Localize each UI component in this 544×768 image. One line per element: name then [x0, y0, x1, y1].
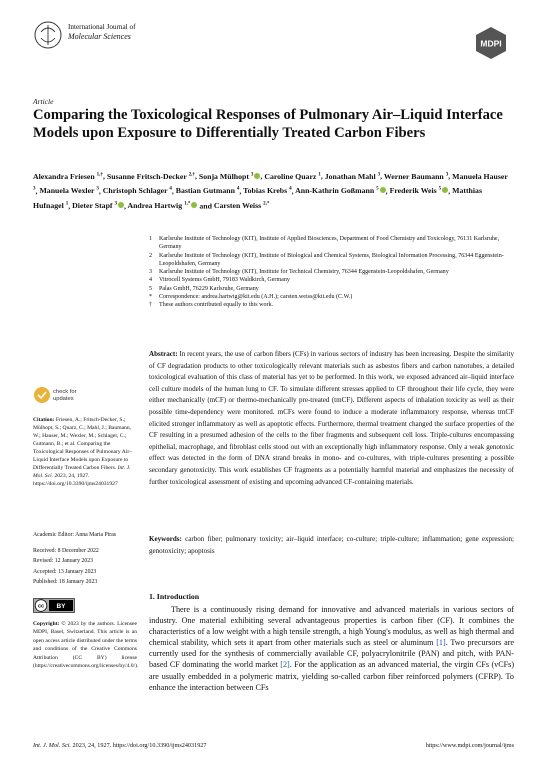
- author-name: Susanne Fritsch-Decker $^{2,\dagger}$: [106, 171, 195, 181]
- author-affiliation-sup: 3: [114, 200, 117, 207]
- introduction-text: [149, 604, 514, 693]
- keywords-label: Keywords:: [149, 535, 182, 543]
- keywords-text: carbon fiber; pulmonary toxicity; air–liquid interface; co-culture; triple-culture; inflammation; gene expression; genotoxicity; apoptosis: [149, 535, 515, 555]
- author-affiliation-sup: 1: [318, 171, 321, 177]
- affiliation-item: [149, 268, 514, 276]
- affiliation-number: †: [149, 302, 153, 309]
- journal-logo: [33, 20, 63, 50]
- revised-date: Revised: 12 January 2023: [33, 558, 94, 565]
- abstract-label: Abstract:: [149, 350, 178, 358]
- svg-text:cc: cc: [37, 603, 45, 610]
- affiliation-text: Karlsruhe Institute of Technology (KIT), Institute of Biological and Chemical Systems, Biological Information Processing, 76344 Eggenstein-Leopoldshafen, Germany: [159, 252, 504, 267]
- author-name: Werner Baumann $^3$: [383, 171, 449, 181]
- academic-editor: Academic Editor: Anna Maria Piras: [33, 532, 117, 538]
- author-affiliation-sup: 4: [236, 185, 240, 192]
- affiliation-item: [149, 293, 514, 301]
- author-affiliation-sup: 4: [169, 185, 172, 192]
- author-affiliation-sup: 1,*: [184, 200, 191, 207]
- author-affiliation-sup: 3: [445, 171, 449, 177]
- abstract-text: In recent years, the use of carbon fibers (CFs) in various sectors of industry has been increasing. Despite the similarity of CF degradation products to other toxicologically relevant materials such as asbestos fibers and carbon nanotubes, a detailed toxicological evaluation of this class of material has yet to be performed. In this work, we exposed advanced air–liquid interface cell culture models of the human lung to CF. To simulate different stresses applied to CF throughout their life cycle, they were either mechanically (mCF) or thermo-mechanically pre-treated (tmCF). Different aspects of inhalation toxicity as well as their possible time-dependency were monitored. mCFs were found to induce a moderate inflammatory response, whereas tmCF elicited stronger inflammatory as well as apoptotic effects. Furthermore, thermal treatment changed the surface properties of the CF resulting in a presumed adhesion of the cells to the fiber fragments and subsequent cell loss. Triple-cultures encompassing epithelial, macrophage, and fibroblast cells stood out with an exceptionally high inflammatory response. Only a weak genotoxic effect was detected in the form of DNA strand breaks in mono- and co-cultures, with triple-cultures presenting a possible secondary genotoxicity. This work establishes CF fragments as a potentially harmful material and emphasizes the necessity of further toxicological assessment of existing and upcoming advanced CF-containing materials.: [149, 350, 514, 486]
- journal-line-2: Molecular Sciences: [68, 32, 131, 41]
- intro-text-3: . For the application as an advanced material, the virgin CFs (vCFs) are usually embedded in a polymeric matrix, yielding so-called carbon fiber reinforced polymers (CFRP). To enhance the interaction between CFs: [149, 660, 515, 692]
- reference-link-2[interactable]: [2]: [280, 660, 290, 670]
- author-name: Sonja Mülhopt $^3$: [199, 172, 261, 181]
- published-date: Published: 18 January 2023: [33, 578, 98, 585]
- author-name: Alexandra Friesen $^{1,\dagger}$: [33, 171, 103, 181]
- footer-citation: [33, 742, 207, 749]
- affiliation-number: 4: [149, 277, 153, 284]
- affiliation-text: Vitrocell Systems GmbH, 79183 Waldkirch, Germany: [159, 277, 290, 284]
- author-name: Manuela Wexler $^3$: [39, 185, 99, 196]
- affiliation-number: 2: [149, 252, 153, 259]
- svg-text:BY: BY: [56, 603, 66, 610]
- affiliation-text: These authors contributed equally to this work.: [159, 302, 274, 309]
- citation-year: 2023, 24, 1927.: [54, 473, 90, 480]
- page-footer: [33, 742, 514, 749]
- orcid-icon[interactable]: [380, 187, 386, 193]
- affiliation-text: Correspondence: andrea.hartwig@kit.edu (A.H.); carsten.weiss@kit.edu (C.W.): [159, 294, 353, 301]
- affiliation-number: *: [149, 294, 153, 301]
- affiliation-item: [149, 285, 514, 293]
- author-name: Carsten Weiss $^{2,*}$: [213, 200, 270, 211]
- accepted-date: Accepted: 13 January 2023: [33, 568, 97, 575]
- footer-citation-rest: 2023, 24, 1927. https://doi.org/10.3390/ijms24031927: [72, 742, 207, 749]
- keywords: [149, 534, 514, 557]
- author-name: Tobias Krebs $^4$: [243, 185, 292, 196]
- article-dates: [33, 530, 137, 587]
- author-name: Manuela Hauser $^3$: [33, 171, 508, 192]
- section-heading: 1. Introduction: [149, 592, 200, 601]
- orcid-icon[interactable]: [254, 173, 260, 179]
- orcid-icon[interactable]: [118, 202, 124, 208]
- check-for-updates-badge[interactable]: [33, 381, 93, 409]
- author-name: Christoph Schlager $^4$: [102, 185, 172, 196]
- cc-by-license-icon[interactable]: [33, 598, 75, 613]
- journal-title: [68, 23, 135, 41]
- citation-journal: Int. J. Mol. Sci.: [33, 465, 131, 480]
- citation-text: Friesen, A.; Fritsch-Decker, S.; Mülhopt, S.; Quarz, C.; Mahl, J.; Baumann, W.; Hauser, M.; Wexler, M.; Schlager, C.; Gutmann, B.; et al. Comparing the Toxicological Responses of Pulmonary Air–Liquid Interface Models upon Exposure to Differentially Treated Carbon Fibers.: [33, 417, 133, 472]
- author-affiliation-sup: 3: [377, 171, 381, 177]
- author-affiliation-sup: 3: [96, 185, 99, 192]
- intro-text-1: There is a continuously rising demand for innovative and advanced materials in various sectors of industry. One material exhibiting several advantageous properties is carbon fiber (CF). It combines the characteristics of a low weight with a high tensile strength, a high Young's modulus, as well as high thermal and chemical stability, which sets it apart from other materials such as steel or aluminum: [149, 605, 514, 648]
- mdpi-logo: [473, 25, 509, 61]
- author-affiliation-sup: 1: [65, 200, 69, 207]
- citation-label: Citation:: [33, 417, 55, 423]
- author-list: Alexandra Friesen $^{1,\dagger}$, Susanne Fritsch-Decker $^{2,\dagger}$, Sonja Mülhopt $^3$ , Caroline Quarz $^1$, Jonathan Mahl $^3$, Werner Baumann $^3$, Manuela Hauser $^3$, Manuela Wexler $^3$, Christoph Schlager $^4$, Bastian Gutmann $^4$, Tobias Krebs $^4$, Ann-Kathrin Goßmann $^5$ , Frederik Weis $^5$ , Matthias Hufnagel $^1$, Dieter Stapf $^3$ , Andrea Hartwig $^{1,*}$ and Carsten Weiss $^{2,*}$: [33, 171, 508, 211]
- author-affiliation-sup: 2,*: [263, 200, 270, 207]
- reference-link-1[interactable]: [1]: [436, 638, 446, 648]
- journal-line-1: International Journal of: [68, 23, 136, 31]
- abstract: [149, 349, 514, 488]
- affiliation-item: [149, 252, 514, 269]
- article-type: Article: [33, 97, 54, 106]
- footer-journal: Int. J. Mol. Sci.: [33, 742, 71, 749]
- author-name: Ann-Kathrin Goßmann $^5$: [295, 186, 386, 195]
- affiliation-item: [149, 301, 514, 309]
- affiliation-number: 1: [149, 236, 153, 242]
- intro-text-2: . Two precursors are currently used for the synthesis of commercially available CF, polyacrylonitrile (PAN) and pitch, with PAN-based CF dominating the world market: [149, 638, 515, 670]
- copyright-text: © 2023 by the authors. Licensee MDPI, Basel, Switzerland. This article is an open access article distributed under the terms and conditions of the Creative Commons Attribution (CC BY) license (https://creativecommons.org/licenses/by/4.0/).: [33, 621, 139, 670]
- received-date: Received: 8 December 2022: [33, 548, 99, 555]
- svg-text:updates: updates: [53, 396, 74, 402]
- affiliation-item: [149, 276, 514, 284]
- author-affiliation-sup: 5: [438, 185, 442, 192]
- affiliation-text: Karlsruhe Institute of Technology (KIT), Institute for Technical Chemistry, 76344 Eggenstein-Leopoldshafen, Germany: [159, 269, 449, 276]
- author-name: Matthias Hufnagel $^1$: [33, 186, 482, 211]
- author-name: Dieter Stapf $^3$: [72, 201, 124, 210]
- check-updates-text: check for: [53, 389, 77, 395]
- mdpi-logo-text: MDPI: [480, 38, 502, 49]
- author-name: Andrea Hartwig $^{1,*}$: [127, 201, 197, 210]
- author-affiliation-sup: 3: [250, 171, 254, 177]
- article-title: Comparing the Toxicological Responses of Pulmonary Air–Liquid Interface Models upon Exposure to Differentially Treated Carbon Fibers: [33, 107, 503, 141]
- author-affiliation-sup: 1,†: [96, 171, 103, 177]
- affiliation-number: 3: [149, 269, 153, 276]
- author-affiliation-sup: 2,†: [188, 171, 195, 177]
- orcid-icon[interactable]: [442, 187, 448, 193]
- copyright-label: Copyright:: [33, 621, 60, 627]
- citation-block: [33, 416, 137, 488]
- author-affiliation-sup: 5: [376, 185, 379, 192]
- affiliation-item: [149, 235, 514, 252]
- author-name: Frederik Weis $^5$: [390, 186, 449, 195]
- author-name: Caroline Quarz $^1$: [264, 171, 321, 181]
- citation-doi[interactable]: https://doi.org/10.3390/ijms24031927: [33, 481, 118, 488]
- affiliation-text: Palas GmbH, 76229 Karlsruhe, Germany: [159, 285, 259, 292]
- author-name: Bastian Gutmann $^4$: [175, 185, 240, 196]
- affiliation-number: 5: [149, 285, 153, 292]
- footer-url[interactable]: https://www.mdpi.com/journal/ijms: [425, 742, 514, 749]
- author-name: Jonathan Mahl $^3$: [324, 171, 381, 181]
- affiliations: [149, 235, 514, 310]
- orcid-icon[interactable]: [191, 202, 197, 208]
- copyright-notice: [33, 620, 137, 670]
- author-affiliation-sup: 3: [33, 185, 36, 192]
- affiliation-text: Karlsruhe Institute of Technology (KIT), Institute of Applied Biosciences, Department of Food Chemistry and Toxicology, 76131 Karlsruhe, Germany: [159, 236, 500, 251]
- author-affiliation-sup: 4: [289, 185, 292, 192]
